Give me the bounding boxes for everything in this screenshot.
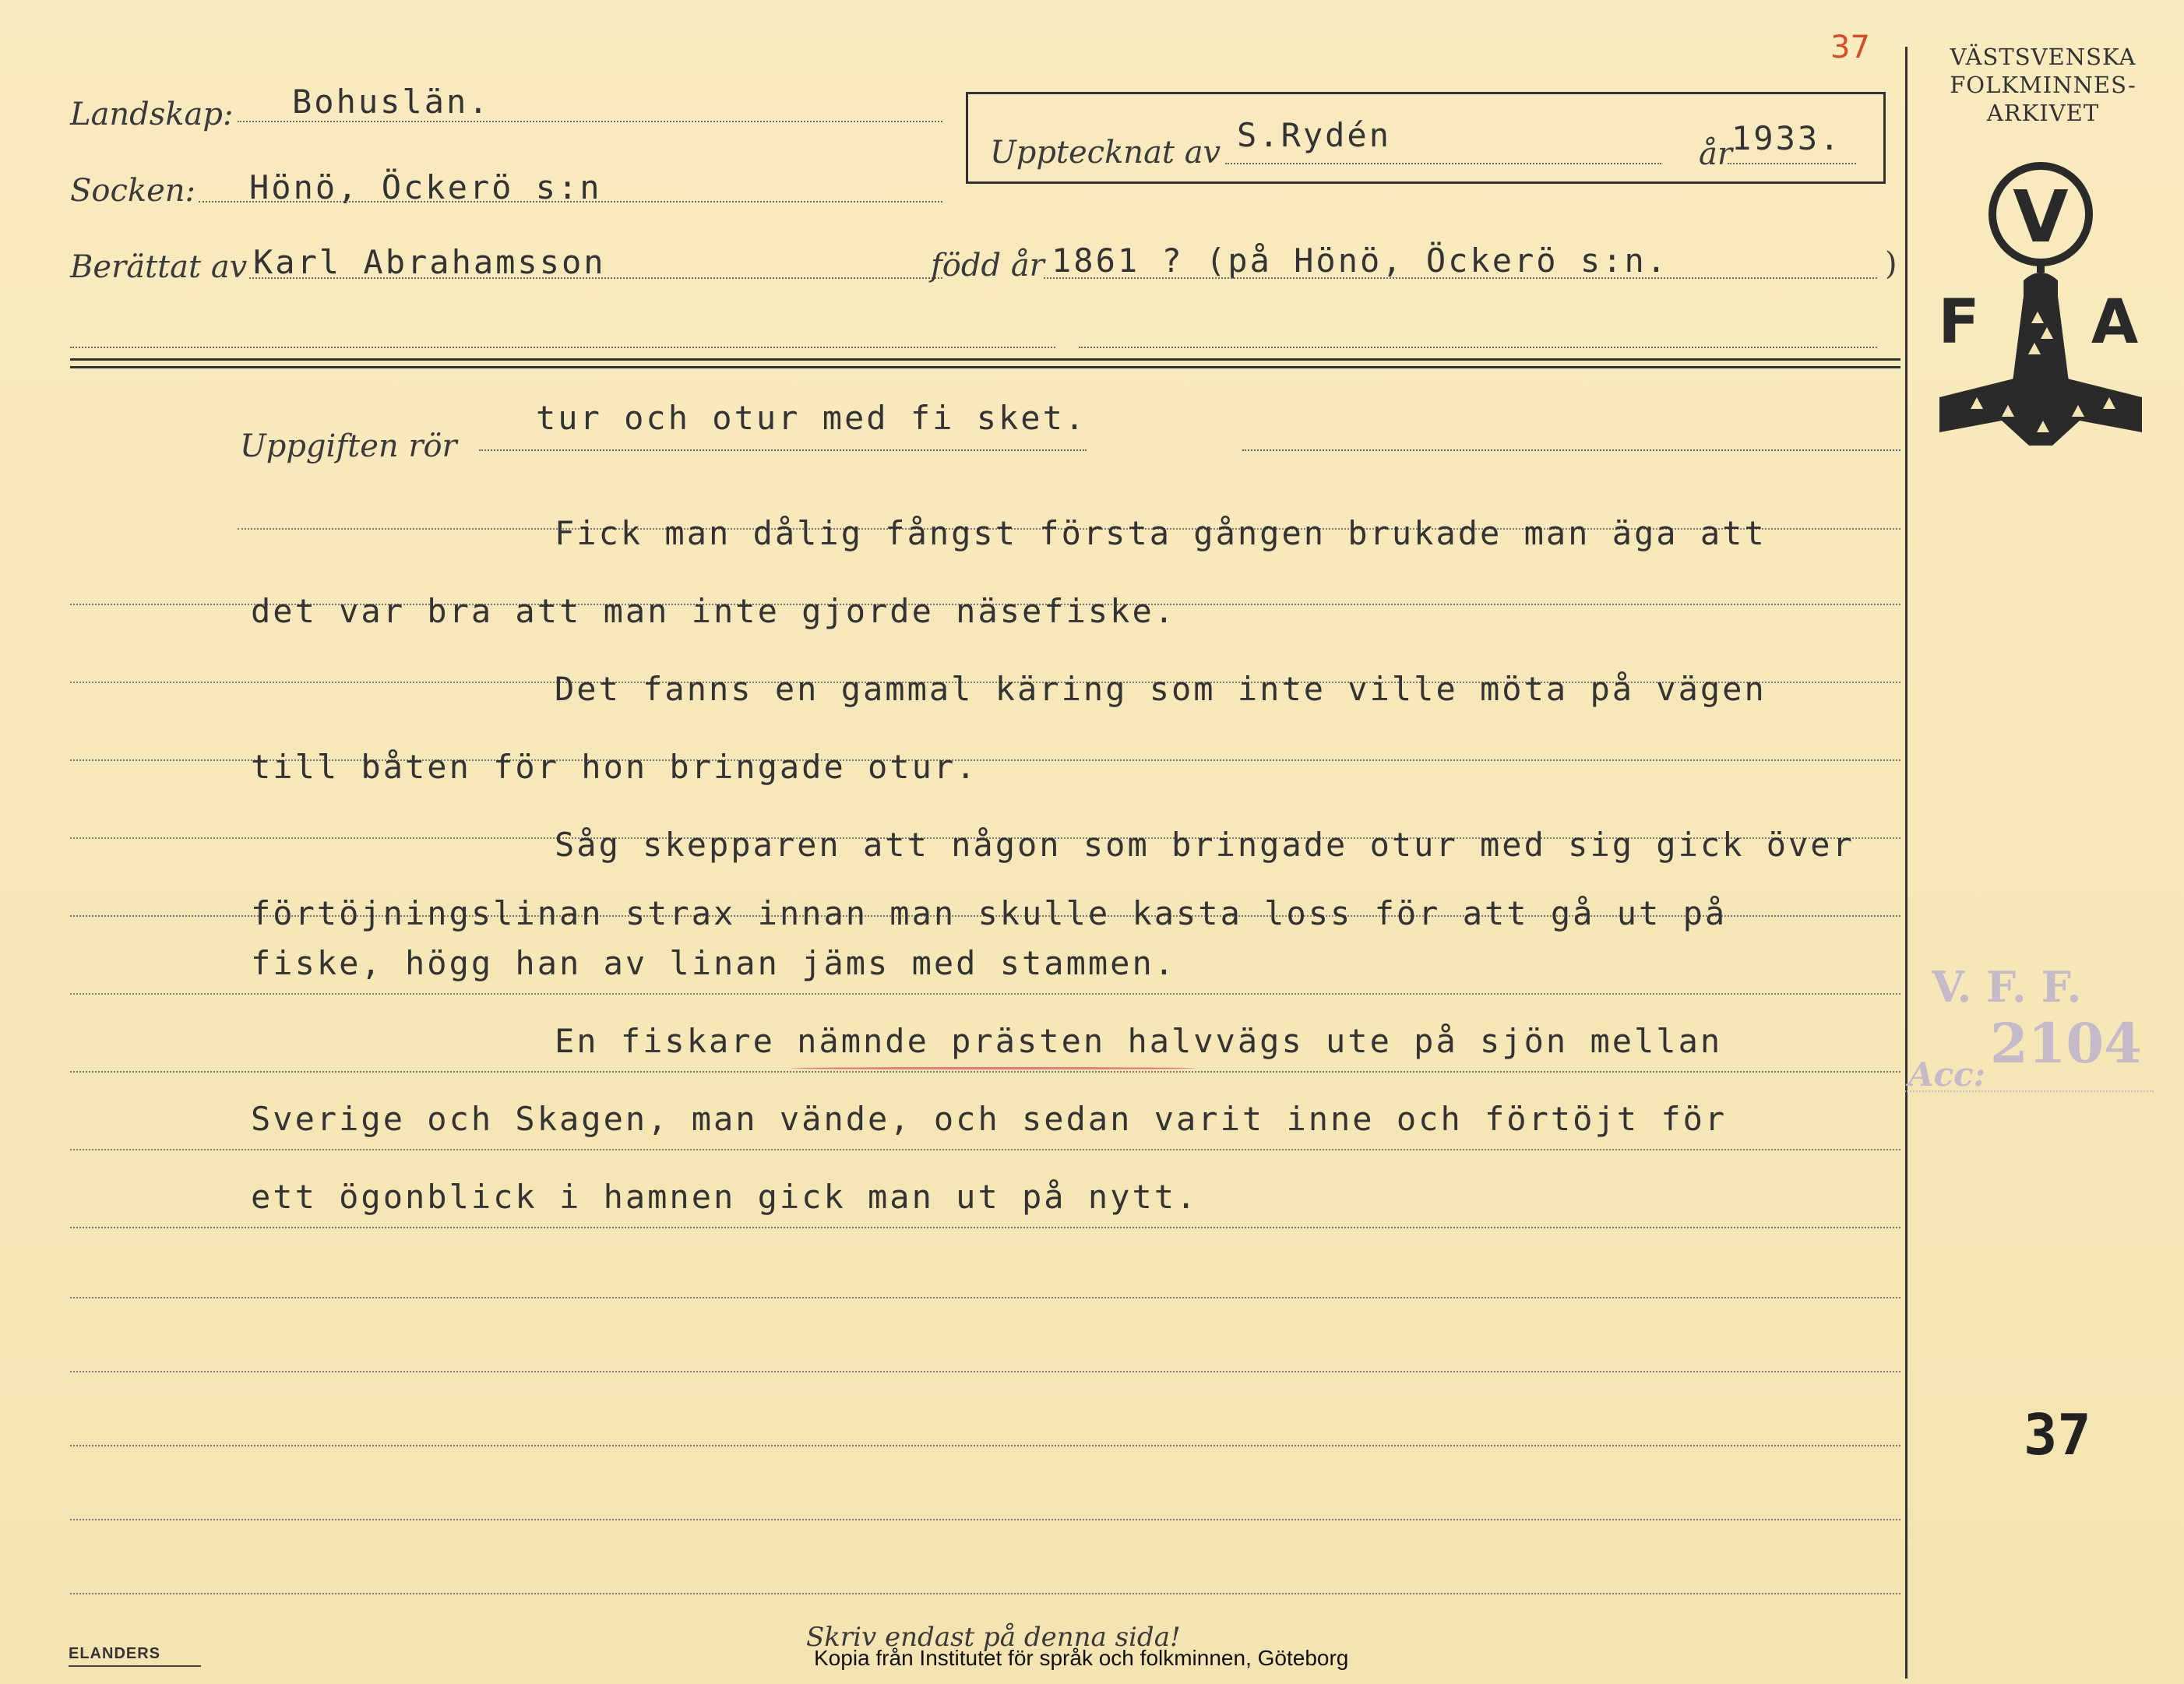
ruled-line	[70, 1297, 1900, 1298]
ruled-line	[70, 1071, 1900, 1073]
ar-label: år	[1699, 136, 1732, 172]
ruled-line	[70, 1227, 1900, 1228]
logo-f: F	[1938, 287, 1980, 358]
fodd-close: )	[1885, 246, 1897, 282]
subject-line-mid	[479, 449, 1087, 451]
ruled-line	[70, 993, 1900, 995]
archive-name-line1: VÄSTSVENSKA	[1950, 44, 2136, 70]
body-line: till båten för hon bringade otur.	[251, 748, 978, 786]
body-line: Sverige och Skagen, man vände, och sedan varit inne och förtöjt för	[251, 1100, 1728, 1138]
bottom-note: Skriv endast på denna sida!	[806, 1622, 1181, 1653]
ruled-line	[70, 1149, 1900, 1150]
fodd-label: född år	[931, 248, 1044, 284]
archive-name-line2: FOLKMINNES-	[1950, 72, 2136, 98]
margin-line	[1905, 47, 1907, 1679]
printer-mark: ELANDERS	[69, 1645, 161, 1662]
subject-label: Uppgiften rör	[240, 428, 457, 464]
socken-line	[199, 201, 942, 203]
blank-line-left	[70, 347, 1055, 348]
body-line: fiske, högg han av linan jäms med stammen.	[251, 944, 1177, 982]
landskap-label: Landskap:	[70, 97, 234, 132]
archive-name-line3: ARKIVET	[1986, 100, 2100, 126]
logo-a: A	[2091, 287, 2139, 358]
copy-note: Kopia från Institutet för språk och folkminnen, Göteborg	[814, 1646, 1349, 1670]
archive-stamp-acc: Acc:	[1908, 1055, 1986, 1094]
uppt-line	[1225, 163, 1661, 164]
ruled-line	[70, 1593, 1900, 1594]
berattat-value: Karl Abrahamsson	[253, 243, 606, 281]
archive-stamp-number: 2104	[1990, 1011, 2142, 1076]
ruled-line	[70, 1445, 1900, 1446]
body-line: det var bra att man inte gjorde näsefiske.	[251, 592, 1177, 630]
archive-name	[1930, 43, 2156, 127]
fodd-line	[1044, 277, 1877, 279]
card-number: 37	[2024, 1402, 2091, 1467]
berattat-label: Berättat av	[70, 249, 248, 285]
archive-stamp-line1: V. F. F.	[1932, 962, 2082, 1012]
berattat-line	[249, 277, 942, 279]
header-rule-bottom	[70, 366, 1900, 368]
socken-value: Hönö, Öckerö s:n	[249, 168, 602, 206]
header-rule-top	[70, 358, 1900, 361]
socken-label: Socken:	[70, 173, 196, 209]
body-line: Det fanns en gammal käring som inte ville möta på vägen	[555, 670, 1767, 708]
stamp-line	[1904, 1090, 2154, 1092]
logo-v: V	[2013, 175, 2069, 259]
body-line: ett ögonblick i hamnen gick man ut på nytt.	[251, 1178, 1199, 1216]
landskap-value: Bohuslän.	[292, 83, 491, 121]
ar-line	[1728, 163, 1856, 164]
red-underline	[791, 1067, 1196, 1069]
page-mark: 37	[1830, 30, 1870, 65]
ruled-line	[70, 1371, 1900, 1372]
printer-mark-rule	[69, 1665, 201, 1672]
body-line: Såg skepparen att någon som bringade otur med sig gick över	[555, 826, 1855, 864]
body-line: Fick man dålig fångst första gången brukade man äga att	[555, 514, 1767, 552]
body-line: En fiskare nämnde prästen halvvägs ute på sjön mellan	[555, 1022, 1723, 1060]
uppt-label: Uppteckna​t av	[990, 135, 1221, 171]
archive-logo	[1924, 156, 2158, 460]
ruled-line	[70, 1519, 1900, 1520]
subject-value: tur och otur med fi sket.	[536, 399, 1087, 437]
subject-line-right	[1242, 449, 1900, 451]
fodd-value: 1861 ? (på Hönö, Öckerö s:n.	[1051, 241, 1669, 280]
body-line: förtöjningslinan strax innan man skulle kasta loss för att gå ut på	[251, 894, 1728, 932]
blank-line-right	[1079, 347, 1877, 348]
ar-value: 1933.	[1731, 119, 1842, 157]
recorder-box	[966, 92, 1886, 184]
landskap-line	[238, 121, 942, 122]
uppt-value: S.Rydén	[1237, 116, 1392, 154]
